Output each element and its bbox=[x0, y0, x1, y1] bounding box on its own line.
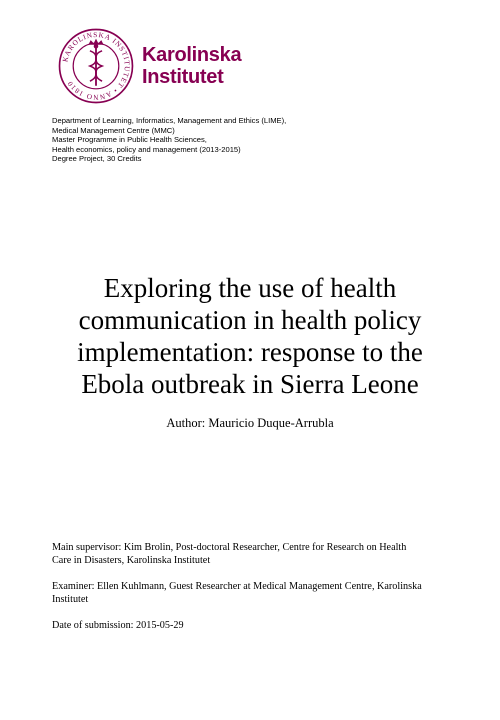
title-line: implementation: response to the bbox=[77, 337, 423, 367]
department-block bbox=[52, 116, 452, 164]
karolinska-seal-icon bbox=[58, 28, 134, 104]
institution-logo bbox=[58, 28, 258, 104]
title-line: Ebola outbreak in Sierra Leone bbox=[81, 369, 419, 399]
examiner-block bbox=[52, 580, 462, 606]
department-line: Health economics, policy and management (2013-2015) bbox=[52, 144, 241, 154]
supervisor-line: Care in Disasters, Karolinska Institutet bbox=[52, 555, 211, 566]
wordmark-line-2: Institutet bbox=[142, 66, 224, 88]
department-line: Degree Project, 30 Credits bbox=[52, 154, 142, 164]
examiner-line: Examiner: Ellen Kuhlmann, Guest Researcher at Medical Management Centre, Karolinska bbox=[52, 581, 422, 592]
title-line: Exploring the use of health bbox=[103, 273, 397, 303]
thesis-title bbox=[40, 272, 460, 400]
department-line: Master Programme in Public Health Sciences, bbox=[52, 135, 207, 145]
author-line: Author: Mauricio Duque-Arrubla bbox=[166, 416, 334, 430]
institution-wordmark bbox=[142, 44, 241, 88]
department-line: Medical Management Centre (MMC) bbox=[52, 125, 175, 135]
department-line: Department of Learning, Informatics, Management and Ethics (LIME), bbox=[52, 116, 287, 125]
wordmark-line-1: Karolinska bbox=[142, 44, 242, 66]
seal-text: KAROLINSKA INSTITUTET • ANNO 1810 bbox=[61, 31, 132, 101]
title-line: communication in health policy bbox=[78, 305, 422, 335]
supervisor-block bbox=[52, 541, 462, 567]
submission-date: Date of submission: 2015-05-29 bbox=[52, 620, 184, 631]
examiner-line: Institutet bbox=[52, 594, 89, 605]
supervisor-line: Main supervisor: Kim Brolin, Post-doctoral Researcher, Centre for Research on Health bbox=[52, 542, 407, 553]
